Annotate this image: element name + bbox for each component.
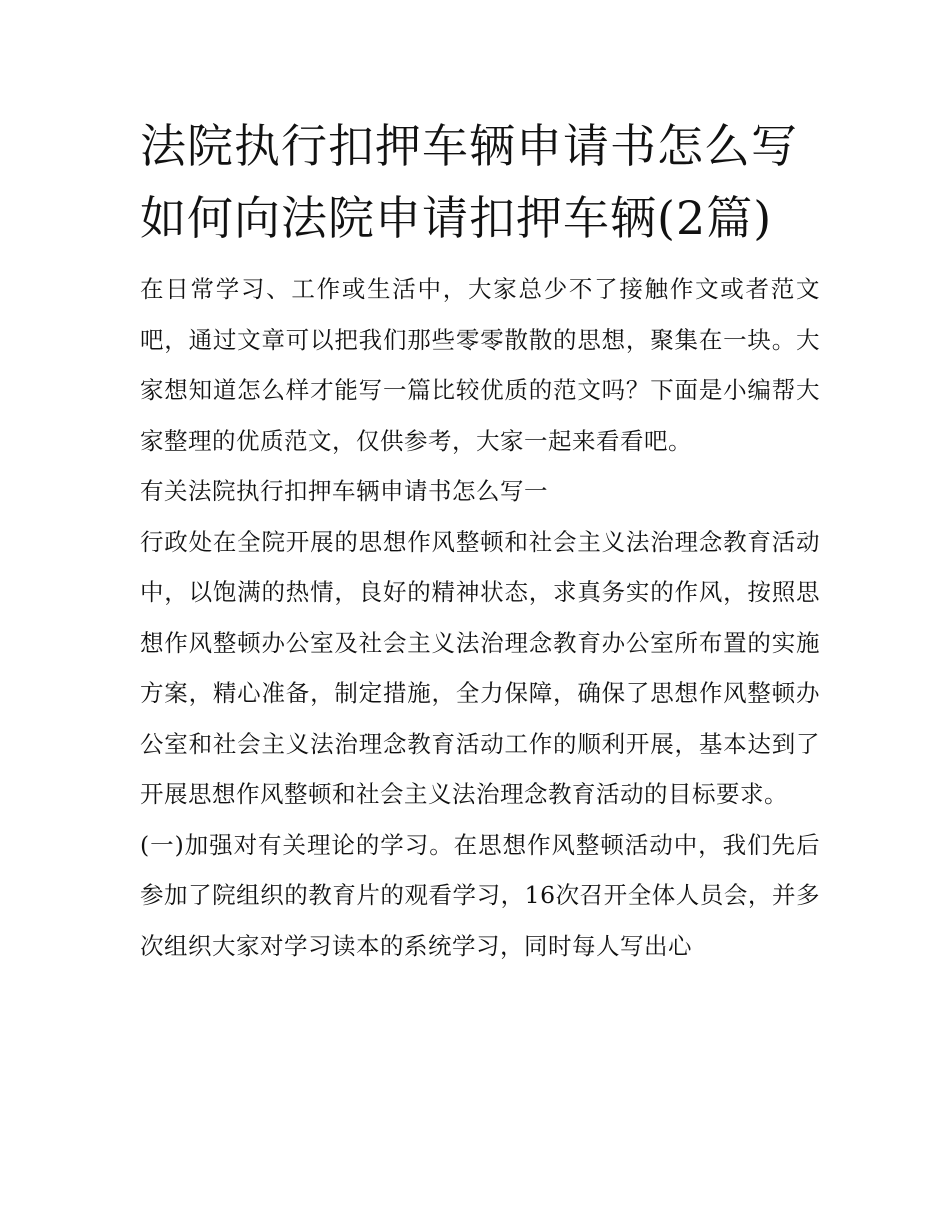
intro-paragraph: 在日常学习、工作或生活中，大家总少不了接触作文或者范文吧，通过文章可以把我们那些零零散散的思想，聚集在一块。大家想知道怎么样才能写一篇比较优质的范文吗？下面是小编帮大家整理的优质范文，仅供参考，大家一起来看看吧。 (140, 275, 820, 455)
body-paragraph: (一)加强对有关理论的学习。在思想作风整顿活动中，我们先后参加了院组织的教育片的观看学习，16次召开全体人员会，并多次组织大家对学习读本的系统学习，同时每人写出心 (140, 830, 820, 960)
section-heading: 有关法院执行扣押车辆申请书怎么写一 (140, 477, 548, 505)
document-title: 法院执行扣押车辆申请书怎么写 如何向法院申请扣押车辆(2篇) (140, 119, 798, 245)
document-page (140, 110, 820, 971)
body-paragraph: 行政处在全院开展的思想作风整顿和社会主义法治理念教育活动中，以饱满的热情，良好的精神状态，求真务实的作风，按照思想作风整顿办公室及社会主义法治理念教育办公室所布置的实施方案，精心准备，制定措施，全力保障，确保了思想作风整顿办公室和社会主义法治理念教育活动工作的顺利开展，基本达到了开展思想作风整顿和社会主义法治理念教育活动的目标要求。 (140, 527, 820, 808)
